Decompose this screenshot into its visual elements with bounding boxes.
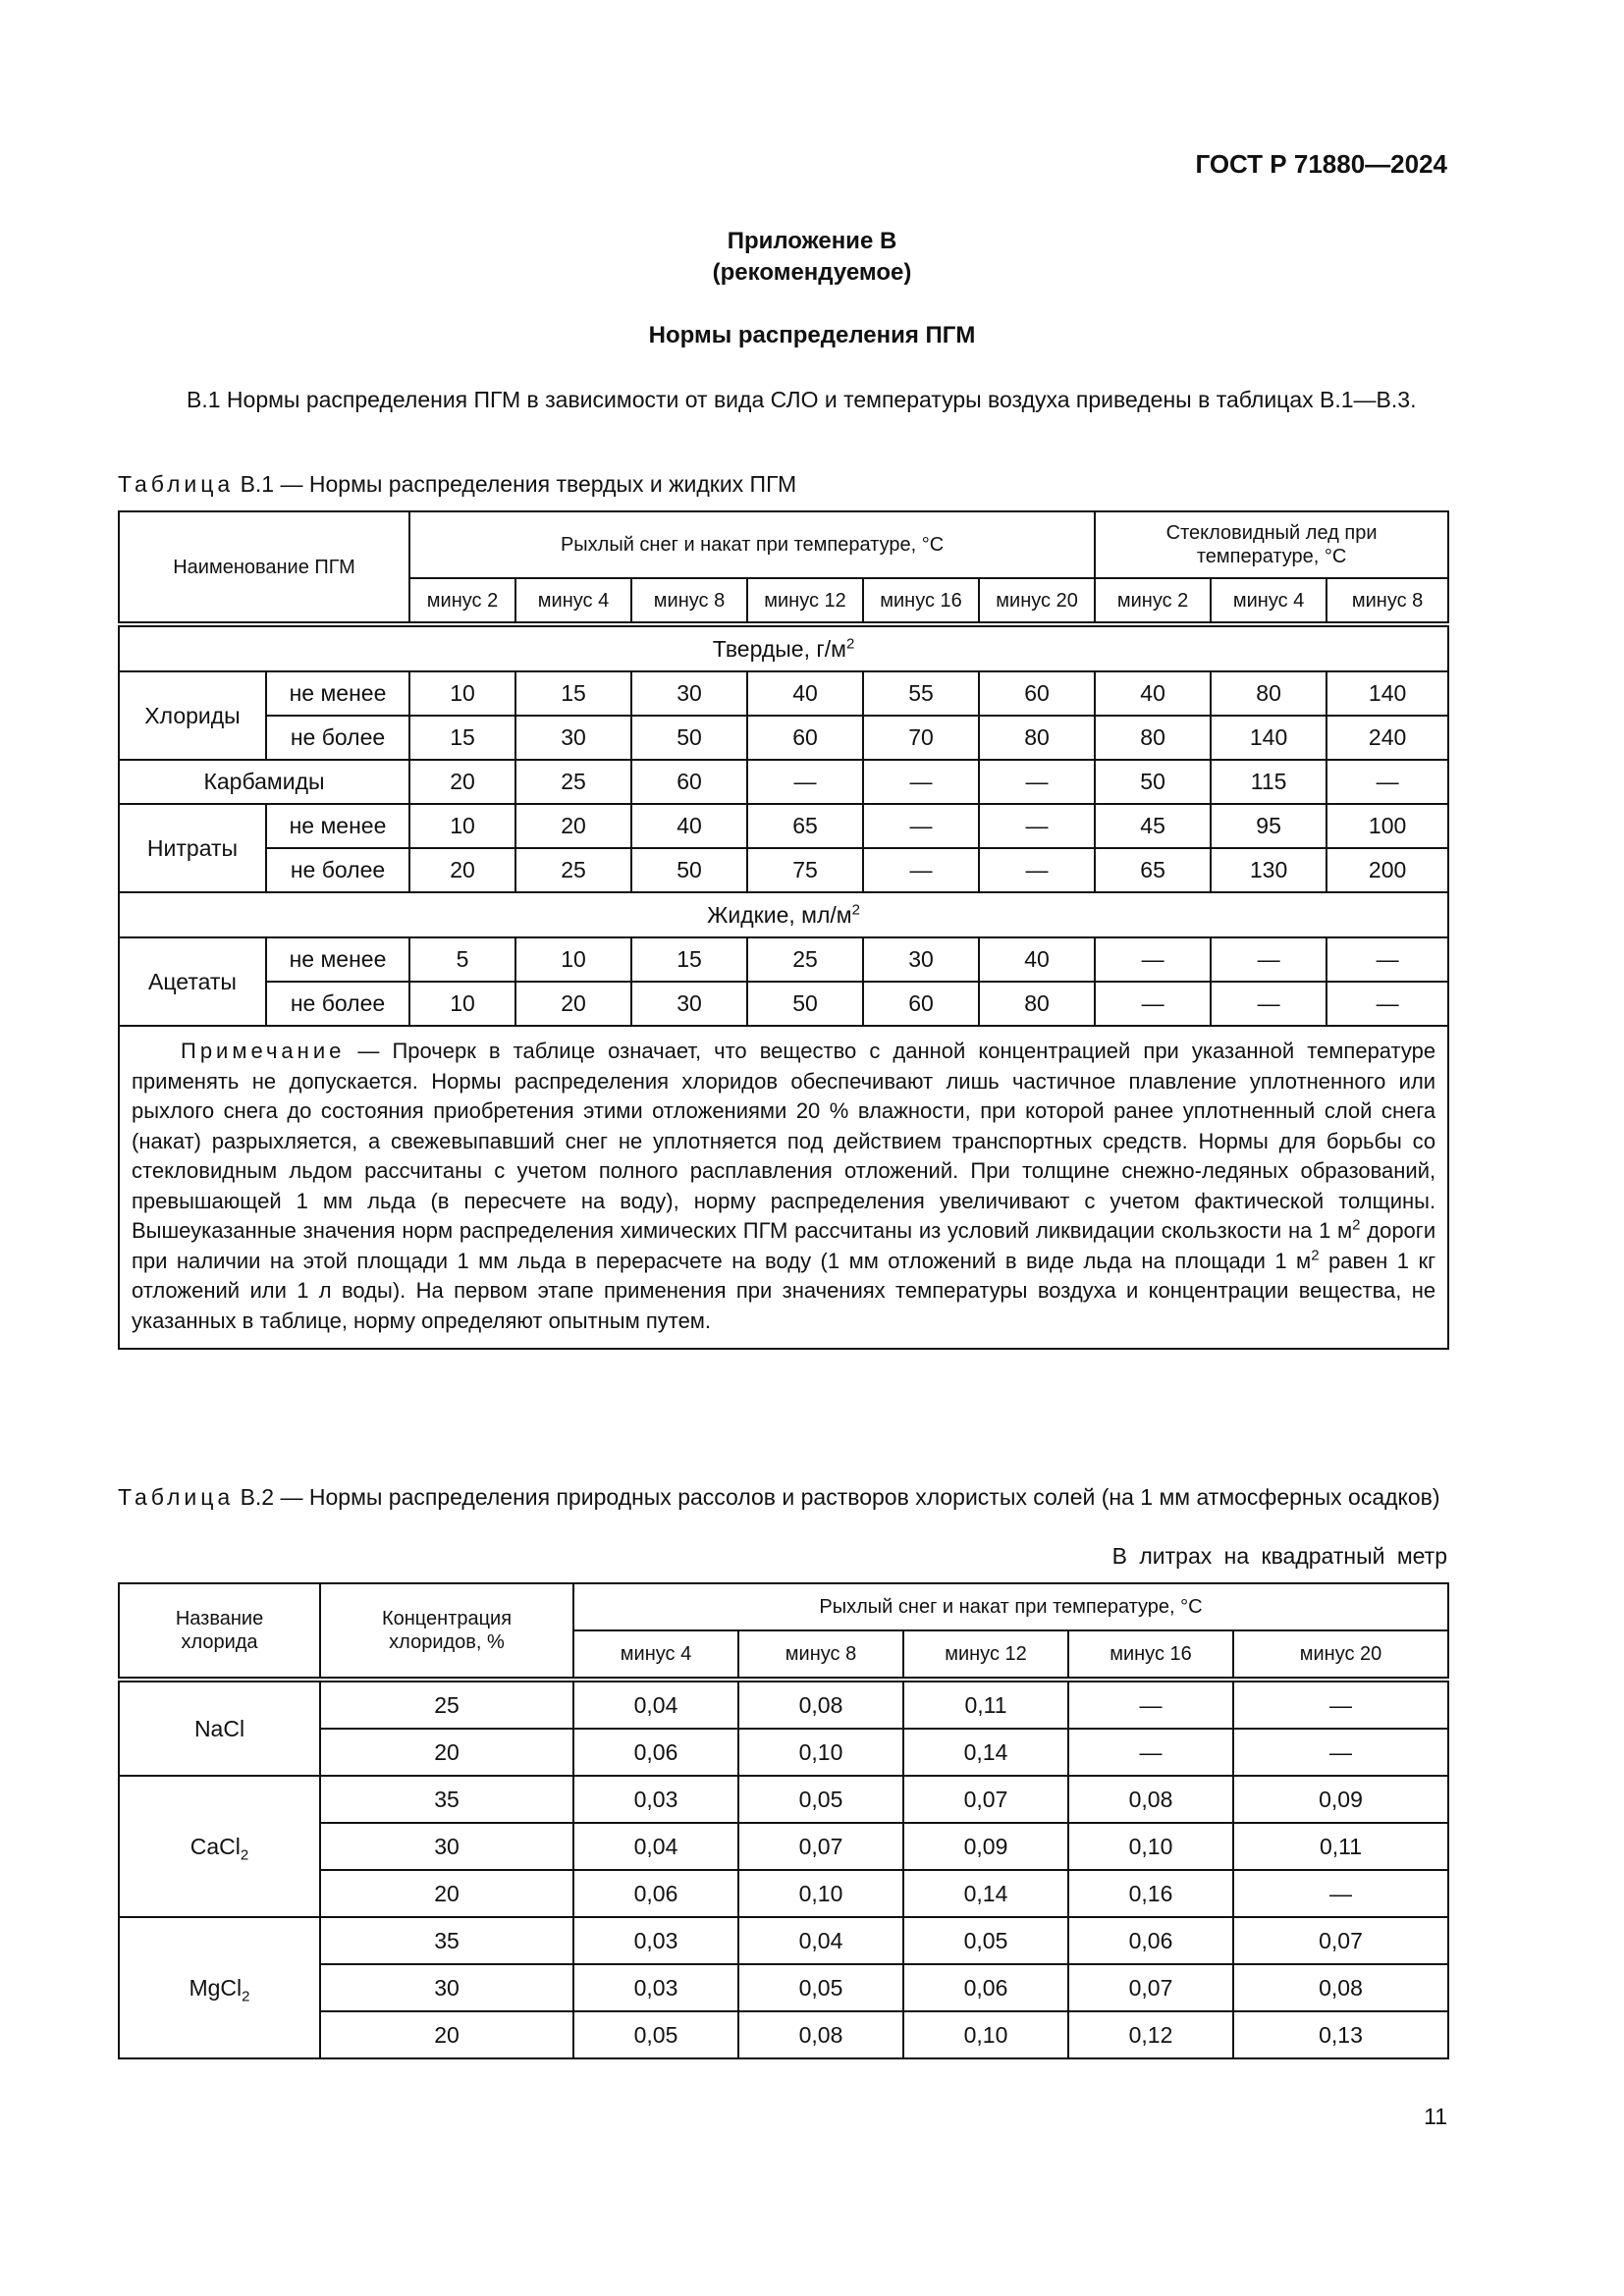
cell: — bbox=[1233, 1680, 1448, 1729]
cell: 200 bbox=[1326, 848, 1448, 892]
table1-note-row bbox=[119, 1026, 1448, 1349]
section-solid-label bbox=[119, 624, 1448, 671]
cell: — bbox=[863, 804, 979, 848]
cell: 70 bbox=[863, 716, 979, 760]
intro-paragraph: В.1 Нормы распределения ПГМ в зависимости от вида СЛО и температуры воздуха приведены в таблицах В.1—В.3. bbox=[187, 387, 1417, 412]
table1-temp: минус 4 bbox=[1211, 578, 1326, 624]
table2-row bbox=[119, 1776, 1448, 1823]
cell: 0,06 bbox=[573, 1729, 738, 1776]
table1-temp: минус 20 bbox=[979, 578, 1095, 624]
table2-temp: минус 20 bbox=[1233, 1630, 1448, 1680]
cell: 240 bbox=[1326, 716, 1448, 760]
cell: 0,08 bbox=[1068, 1776, 1233, 1823]
cell: — bbox=[1233, 1870, 1448, 1917]
cell: 20 bbox=[409, 848, 515, 892]
cell: 0,13 bbox=[1233, 2011, 1448, 2058]
mgcl2-text: MgCl bbox=[189, 1974, 243, 2001]
min-label: не менее bbox=[266, 804, 409, 848]
cell: 15 bbox=[515, 671, 631, 716]
section-liquid-sup: 2 bbox=[851, 900, 860, 918]
table1-row-acetates-max bbox=[119, 982, 1448, 1026]
cell: 0,03 bbox=[573, 1776, 738, 1823]
table2-col-name: Название хлорида bbox=[119, 1583, 320, 1680]
conc-cell: 30 bbox=[320, 1964, 573, 2011]
cell: 30 bbox=[863, 937, 979, 982]
cell: 0,10 bbox=[738, 1870, 903, 1917]
conc-cell: 20 bbox=[320, 1729, 573, 1776]
chlorides-name: Хлориды bbox=[119, 671, 266, 760]
max-label: не более bbox=[266, 716, 409, 760]
cacl2-sub: 2 bbox=[240, 1846, 249, 1864]
cell: 0,06 bbox=[573, 1870, 738, 1917]
mgcl2-sub: 2 bbox=[242, 1988, 250, 2005]
table2-temp: минус 16 bbox=[1068, 1630, 1233, 1680]
cell: 50 bbox=[1095, 760, 1211, 804]
appendix-subtitle: (рекомендуемое) bbox=[712, 259, 912, 286]
cell: 15 bbox=[409, 716, 515, 760]
cell: 60 bbox=[631, 760, 747, 804]
cell: — bbox=[1211, 937, 1326, 982]
cell: 40 bbox=[631, 804, 747, 848]
table1-header-row bbox=[119, 511, 1448, 578]
table2-temp: минус 8 bbox=[738, 1630, 903, 1680]
cell: 20 bbox=[515, 982, 631, 1026]
cell: — bbox=[1211, 982, 1326, 1026]
nacl-name: NaCl bbox=[119, 1680, 320, 1776]
table1-row-nitrates-max bbox=[119, 848, 1448, 892]
table1-row-chlorides-max bbox=[119, 716, 1448, 760]
cell: 25 bbox=[747, 937, 863, 982]
cell: 0,03 bbox=[573, 1964, 738, 2011]
cell: 0,03 bbox=[573, 1917, 738, 1964]
cell: 0,09 bbox=[1233, 1776, 1448, 1823]
cell: 0,04 bbox=[573, 1823, 738, 1870]
table2-header-row bbox=[119, 1583, 1448, 1630]
carbamides-name: Карбамиды bbox=[119, 760, 409, 804]
note-sup2: 2 bbox=[1311, 1247, 1320, 1264]
cell: 0,04 bbox=[738, 1917, 903, 1964]
cell: 100 bbox=[1326, 804, 1448, 848]
cell: 10 bbox=[409, 982, 515, 1026]
table1-section-solid bbox=[119, 624, 1448, 671]
cell: — bbox=[1326, 760, 1448, 804]
table1-caption-label: Таблица bbox=[118, 471, 235, 497]
cell: 0,07 bbox=[738, 1823, 903, 1870]
cell: 0,08 bbox=[1233, 1964, 1448, 2011]
cell: 80 bbox=[1095, 716, 1211, 760]
page-number: 11 bbox=[1424, 2104, 1447, 2129]
appendix-title: Приложение В bbox=[727, 228, 897, 254]
cell: 45 bbox=[1095, 804, 1211, 848]
table2-temp: минус 12 bbox=[903, 1630, 1068, 1680]
table1-row-chlorides-min bbox=[119, 671, 1448, 716]
cell: 25 bbox=[515, 760, 631, 804]
cell: — bbox=[979, 760, 1095, 804]
cell: 0,07 bbox=[1233, 1917, 1448, 1964]
table1-temp: минус 8 bbox=[1326, 578, 1448, 624]
cell: 50 bbox=[631, 848, 747, 892]
cell: 5 bbox=[409, 937, 515, 982]
section-solid-text: Твердые, г/м bbox=[712, 635, 846, 662]
table1-col-name: Наименование ПГМ bbox=[119, 511, 409, 624]
min-label: не менее bbox=[266, 671, 409, 716]
cell: 15 bbox=[631, 937, 747, 982]
cell: 30 bbox=[631, 982, 747, 1026]
cell: 60 bbox=[863, 982, 979, 1026]
cell: 0,12 bbox=[1068, 2011, 1233, 2058]
cell: 0,09 bbox=[903, 1823, 1068, 1870]
cell: — bbox=[1326, 982, 1448, 1026]
cell: — bbox=[1095, 937, 1211, 982]
cell: — bbox=[863, 760, 979, 804]
table1-temp: минус 4 bbox=[515, 578, 631, 624]
cell: — bbox=[1068, 1680, 1233, 1729]
cell: 0,04 bbox=[573, 1680, 738, 1729]
conc-cell: 20 bbox=[320, 1870, 573, 1917]
note-label: Примечание bbox=[181, 1039, 346, 1063]
table1-caption bbox=[118, 469, 1447, 500]
cell: 0,11 bbox=[1233, 1823, 1448, 1870]
cell: 60 bbox=[979, 671, 1095, 716]
cell: 0,10 bbox=[903, 2011, 1068, 2058]
cell: 10 bbox=[515, 937, 631, 982]
cell: 40 bbox=[979, 937, 1095, 982]
cell: 40 bbox=[747, 671, 863, 716]
conc-cell: 25 bbox=[320, 1680, 573, 1729]
cell: 10 bbox=[409, 804, 515, 848]
table2-row bbox=[119, 1917, 1448, 1964]
cell: 0,05 bbox=[903, 1917, 1068, 1964]
cell: — bbox=[863, 848, 979, 892]
table2-caption-label: Таблица bbox=[118, 1484, 235, 1510]
table2-group-snow: Рыхлый снег и накат при температуре, °С bbox=[573, 1583, 1448, 1630]
table1-group-ice: Стекловидный лед при температуре, °С bbox=[1095, 511, 1448, 578]
table2-caption bbox=[118, 1482, 1447, 1513]
table2-row bbox=[119, 1680, 1448, 1729]
table2-temp: минус 4 bbox=[573, 1630, 738, 1680]
cell: 0,08 bbox=[738, 1680, 903, 1729]
cell: 0,14 bbox=[903, 1729, 1068, 1776]
cell: 20 bbox=[409, 760, 515, 804]
cell: 0,05 bbox=[573, 2011, 738, 2058]
cell: 10 bbox=[409, 671, 515, 716]
cell: 140 bbox=[1211, 716, 1326, 760]
cell: 40 bbox=[1095, 671, 1211, 716]
table1-note bbox=[119, 1026, 1448, 1349]
cell: — bbox=[1068, 1729, 1233, 1776]
section-solid-sup: 2 bbox=[845, 634, 855, 652]
cell: 25 bbox=[515, 848, 631, 892]
cell: 65 bbox=[747, 804, 863, 848]
min-label: не менее bbox=[266, 937, 409, 982]
cell: 0,14 bbox=[903, 1870, 1068, 1917]
table2-col-conc: Концентрация хлоридов, % bbox=[320, 1583, 573, 1680]
cell: 80 bbox=[979, 982, 1095, 1026]
cell: 0,10 bbox=[738, 1729, 903, 1776]
cell: 0,07 bbox=[903, 1776, 1068, 1823]
cell: 80 bbox=[979, 716, 1095, 760]
table1-row-carbamides bbox=[119, 760, 1448, 804]
cell: 0,05 bbox=[738, 1964, 903, 2011]
cell: 0,08 bbox=[738, 2011, 903, 2058]
cell: 0,06 bbox=[903, 1964, 1068, 2011]
table1-row-nitrates-min bbox=[119, 804, 1448, 848]
nitrates-name: Нитраты bbox=[119, 804, 266, 892]
acetates-name: Ацетаты bbox=[119, 937, 266, 1026]
conc-cell: 20 bbox=[320, 2011, 573, 2058]
table-brine-norms bbox=[118, 1582, 1449, 2059]
cell: 0,06 bbox=[1068, 1917, 1233, 1964]
cell: 30 bbox=[631, 671, 747, 716]
cell: 55 bbox=[863, 671, 979, 716]
cell: — bbox=[979, 848, 1095, 892]
max-label: не более bbox=[266, 982, 409, 1026]
cell: 140 bbox=[1326, 671, 1448, 716]
cell: — bbox=[1233, 1729, 1448, 1776]
max-label: не более bbox=[266, 848, 409, 892]
table1-row-acetates-min bbox=[119, 937, 1448, 982]
table2-caption-text: В.2 — Нормы распределения природных рассолов и растворов хлористых солей (на 1 мм атмосферных осадков) bbox=[240, 1484, 1440, 1510]
cell: — bbox=[1326, 937, 1448, 982]
section-liquid-text: Жидкие, мл/м bbox=[707, 901, 852, 928]
cell: 30 bbox=[515, 716, 631, 760]
cell: 0,10 bbox=[1068, 1823, 1233, 1870]
cell: 95 bbox=[1211, 804, 1326, 848]
conc-cell: 35 bbox=[320, 1917, 573, 1964]
cell: 75 bbox=[747, 848, 863, 892]
cacl2-text: CaCl bbox=[189, 1833, 241, 1859]
note-part3: равен 1 кг отложений или 1 л воды). На первом этапе применения при значениях температуры воздуха и концентрации вещества, не указанных в таблице, норму определяют опытным путем. bbox=[132, 1248, 1436, 1333]
table2-units: В литрах на квадратный метр bbox=[1111, 1543, 1447, 1569]
conc-cell: 35 bbox=[320, 1776, 573, 1823]
mgcl2-name bbox=[119, 1917, 320, 2058]
cell: 50 bbox=[747, 982, 863, 1026]
table-solid-liquid-norms bbox=[118, 510, 1449, 1350]
cacl2-name bbox=[119, 1776, 320, 1917]
cell: 0,05 bbox=[738, 1776, 903, 1823]
cell: 80 bbox=[1211, 671, 1326, 716]
cell: — bbox=[979, 804, 1095, 848]
cell: 20 bbox=[515, 804, 631, 848]
note-part2: дороги при наличии на этой площади 1 мм льда в перерасчете на воду (1 мм отложений в виде льда на площади 1 м bbox=[132, 1218, 1436, 1273]
table1-temp: минус 2 bbox=[1095, 578, 1211, 624]
note-part1: — Прочерк в таблице означает, что вещество с данной концентрацией при указанной температуре применять не допускается. Нормы распределения хлоридов обеспечивают лишь частичное плавление уплотненного или рыхлого снега до состояния приобретения этими отложениями 20 % влажности, при которой ранее уплотненный слой снега (накат) разрыхляется, а свежевыпавший снег не уплотняется под действием транспортных средств. Нормы для борьбы со стекловидным льдом рассчитаны с учетом полного расплавления отложений. При толщине снежно-ледяных образований, превышающей 1 мм льда (в пересчете на воду), норму распределения увеличивают с учетом фактической толщины. Вышеуказанные значения норм распределения химических ПГМ рассчитаны из условий ликвидации скользкости на 1 м bbox=[132, 1039, 1436, 1243]
table1-temp: минус 2 bbox=[409, 578, 515, 624]
table1-section-liquid bbox=[119, 892, 1448, 937]
cell: 0,16 bbox=[1068, 1870, 1233, 1917]
cell: 0,07 bbox=[1068, 1964, 1233, 2011]
cell: 130 bbox=[1211, 848, 1326, 892]
cell: 60 bbox=[747, 716, 863, 760]
cell: — bbox=[747, 760, 863, 804]
conc-cell: 30 bbox=[320, 1823, 573, 1870]
table1-caption-text: В.1 — Нормы распределения твердых и жидких ПГМ bbox=[240, 471, 797, 497]
cell: 0,11 bbox=[903, 1680, 1068, 1729]
appendix-heading: Нормы распределения ПГМ bbox=[648, 322, 976, 348]
table1-temp: минус 8 bbox=[631, 578, 747, 624]
note-sup1: 2 bbox=[1352, 1216, 1361, 1234]
table1-group-snow: Рыхлый снег и накат при температуре, °С bbox=[409, 511, 1095, 578]
table1-temp: минус 16 bbox=[863, 578, 979, 624]
table1-temp: минус 12 bbox=[747, 578, 863, 624]
section-liquid-label bbox=[119, 892, 1448, 937]
cell: 65 bbox=[1095, 848, 1211, 892]
cell: — bbox=[1095, 982, 1211, 1026]
cell: 50 bbox=[631, 716, 747, 760]
standard-number: ГОСТ Р 71880—2024 bbox=[1195, 149, 1447, 179]
cell: 115 bbox=[1211, 760, 1326, 804]
